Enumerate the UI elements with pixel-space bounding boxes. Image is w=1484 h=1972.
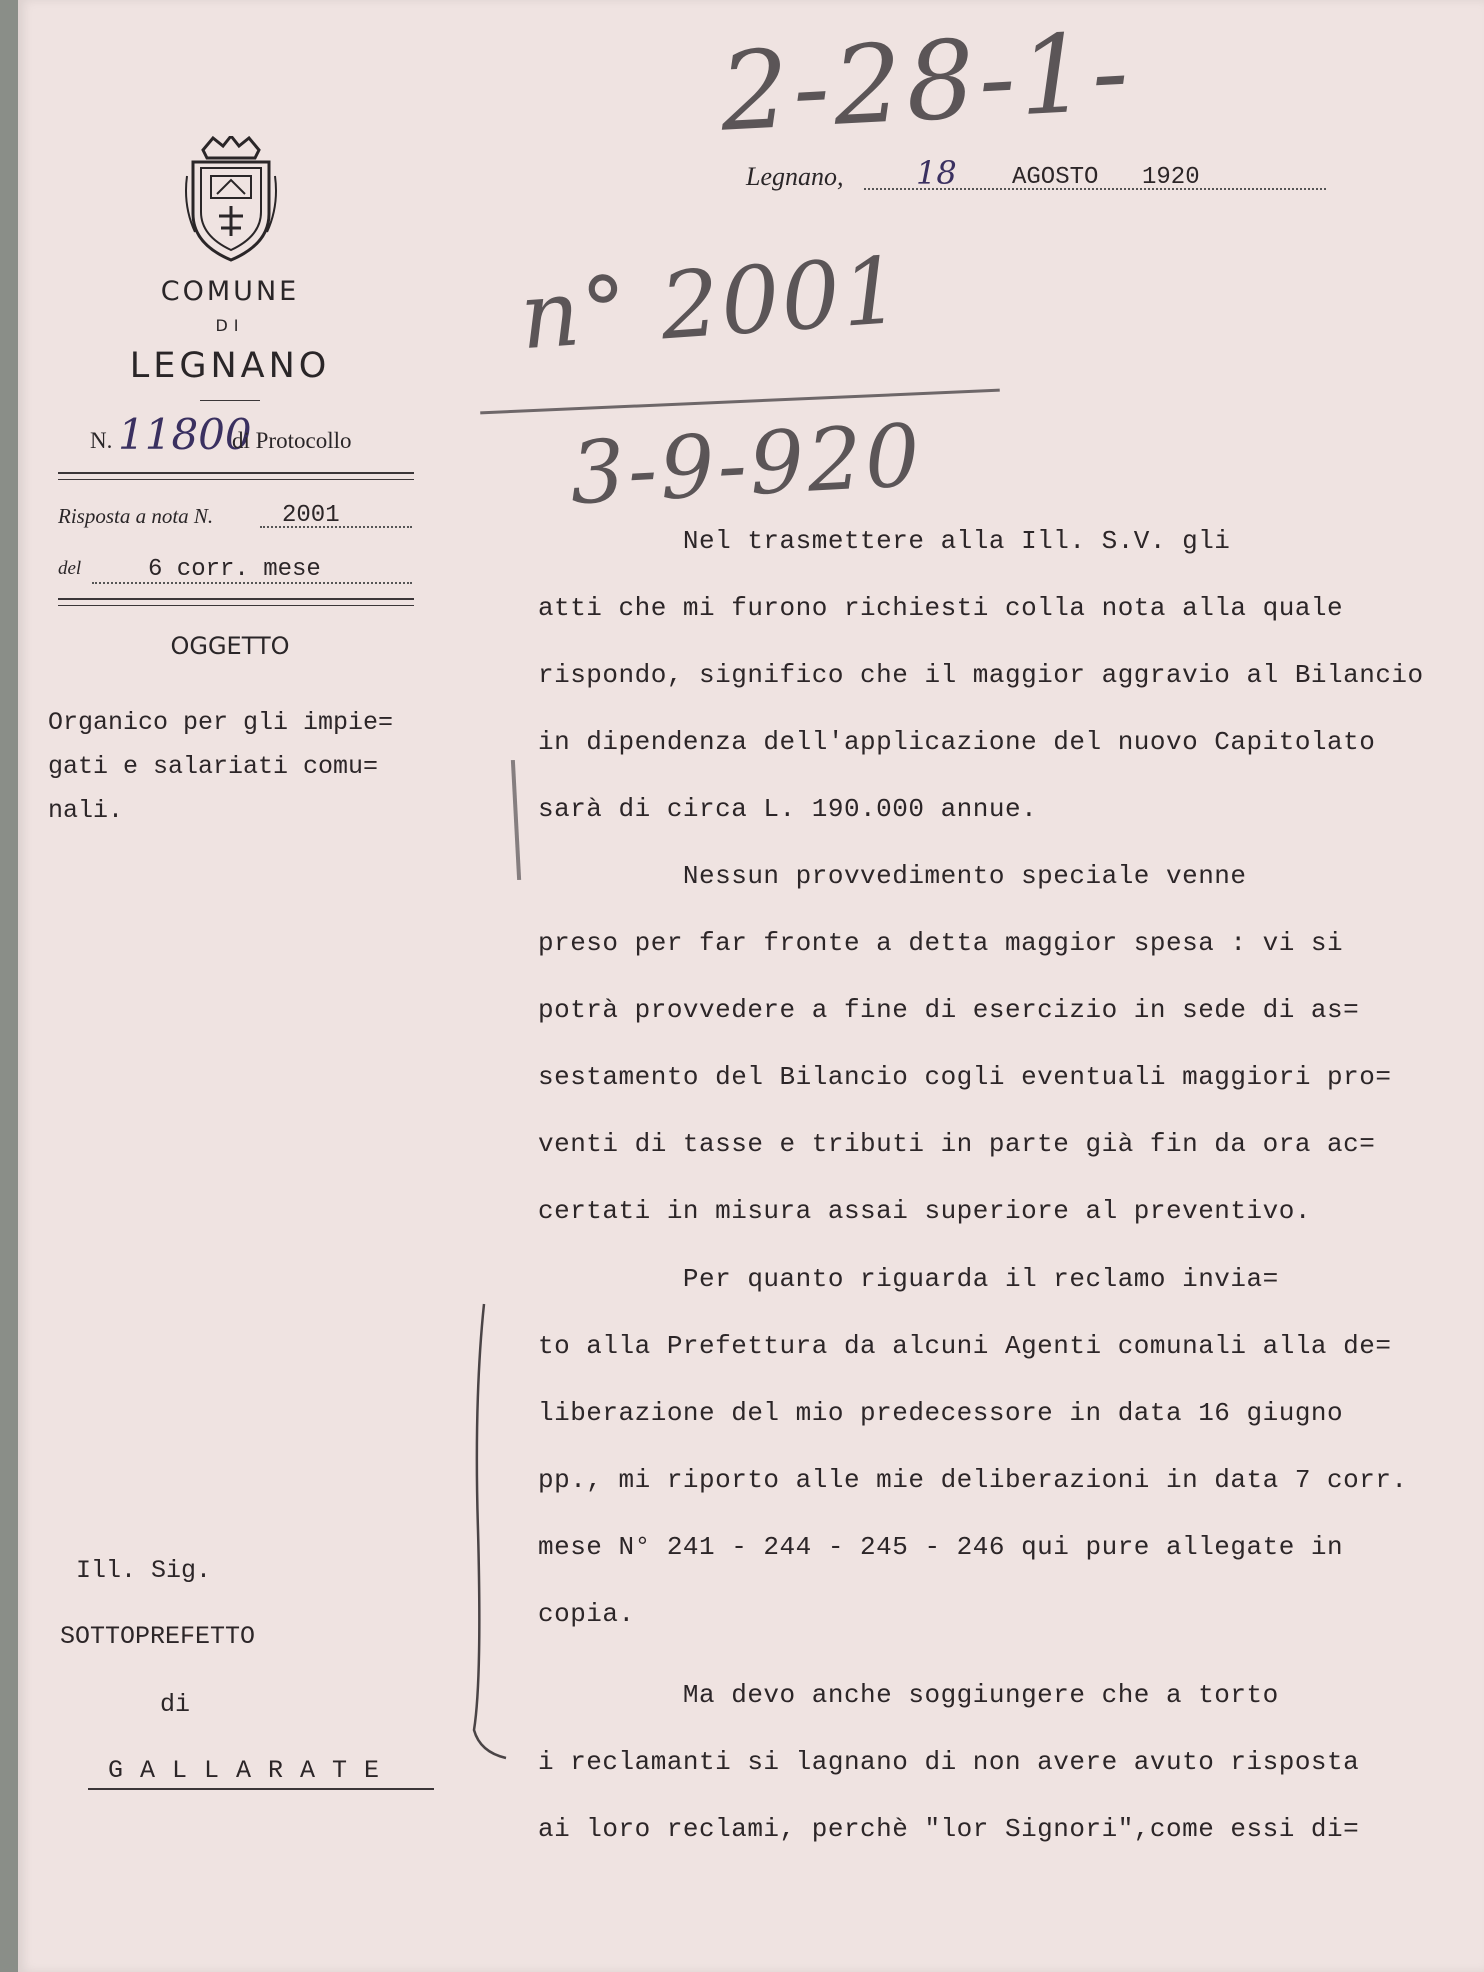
rule-4 bbox=[58, 605, 414, 606]
protocol-prefix: N. bbox=[90, 428, 113, 453]
letterhead-legnano: LEGNANO bbox=[129, 346, 331, 386]
body-line-8: potrà provvedere a fine di esercizio in sede di as= bbox=[538, 995, 1360, 1025]
rule-1 bbox=[58, 472, 414, 474]
del-line bbox=[58, 554, 418, 588]
dateline-place: Legnano, bbox=[746, 162, 844, 191]
dateline bbox=[746, 154, 1326, 198]
protocol-line bbox=[90, 410, 420, 459]
body-line-19: i reclamanti si lagnano di non avere avuto risposta bbox=[538, 1747, 1360, 1777]
del-label: del bbox=[58, 558, 82, 579]
letterhead-di: DI bbox=[215, 316, 245, 335]
letterhead-comune: COMUNE bbox=[160, 276, 300, 307]
letterhead-divider bbox=[200, 400, 260, 401]
body-line-1: Nel trasmettere alla Ill. S.V. gli bbox=[538, 526, 1231, 556]
body-line-11: certati in misura assai superiore al preventivo. bbox=[538, 1196, 1311, 1226]
body-line-12: Per quanto riguarda il reclamo invia= bbox=[538, 1264, 1279, 1294]
addressee-line-2: SOTTOPREFETTO bbox=[60, 1622, 256, 1651]
body-line-9: sestamento del Bilancio cogli eventuali maggiori pro= bbox=[538, 1062, 1392, 1092]
dateline-year: 1920 bbox=[1142, 164, 1200, 191]
oggetto-line-2: gati e salariati comu= bbox=[48, 752, 379, 781]
body-line-13: to alla Prefettura da alcuni Agenti comunali alla de= bbox=[538, 1331, 1392, 1361]
body-line-4: in dipendenza dell'applicazione del nuovo Capitolato bbox=[538, 727, 1376, 757]
reply-label: Risposta a nota N. bbox=[58, 504, 214, 528]
addressee-line-3: di bbox=[160, 1690, 191, 1719]
rule-3 bbox=[58, 598, 414, 600]
body-line-10: venti di tasse e tributi in parte già fin da ora ac= bbox=[538, 1129, 1376, 1159]
body-line-15: pp., mi riporto alle mie deliberazioni in data 7 corr. bbox=[538, 1465, 1408, 1495]
body-line-7: preso per far fronte a detta maggior spesa : vi si bbox=[538, 928, 1344, 958]
body-line-20: ai loro reclami, perchè "lor Signori",come essi di= bbox=[538, 1814, 1360, 1844]
dateline-day: 18 bbox=[916, 154, 957, 192]
dateline-month: AGOSTO bbox=[1012, 164, 1099, 191]
oggetto-line-1: Organico per gli impie= bbox=[48, 708, 394, 737]
body-line-5: sarà di circa L. 190.000 annue. bbox=[538, 794, 1038, 824]
body-line-6: Nessun provvedimento speciale venne bbox=[538, 861, 1247, 891]
reply-number: 2001 bbox=[282, 502, 340, 529]
addressee-underline bbox=[88, 1788, 434, 1790]
protocol-suffix: di Protocollo bbox=[232, 428, 352, 453]
addressee-line-4: G A L L A R A T E bbox=[108, 1756, 381, 1785]
addressee-line-1: Ill. Sig. bbox=[76, 1556, 212, 1585]
oggetto-line-3: nali. bbox=[48, 796, 124, 825]
reply-line bbox=[58, 500, 418, 534]
handwritten-middle-number: n° 2001 bbox=[516, 236, 906, 371]
coat-of-arms-icon bbox=[183, 136, 279, 264]
body-line-16: mese N° 241 - 244 - 245 - 246 qui pure allegate in bbox=[538, 1532, 1344, 1562]
rule-2 bbox=[58, 479, 414, 480]
del-value: 6 corr. mese bbox=[148, 556, 321, 583]
body-line-18: Ma devo anche soggiungere che a torto bbox=[538, 1680, 1279, 1710]
body-line-17: copia. bbox=[538, 1599, 635, 1629]
handwritten-date-below: 3-9-920 bbox=[567, 405, 926, 525]
handwritten-top-number: 2-28-1- bbox=[717, 9, 1136, 156]
body-line-14: liberazione del mio predecessore in data 16 giugno bbox=[538, 1398, 1344, 1428]
pencil-margin-bracket bbox=[470, 1300, 510, 1760]
oggetto-label: OGGETTO bbox=[170, 632, 290, 660]
body-line-2: atti che mi furono richiesti colla nota alla quale bbox=[538, 593, 1344, 623]
body-line-3: rispondo, significo che il maggior aggravio al Bilancio bbox=[538, 660, 1424, 690]
protocol-number: 11800 bbox=[118, 410, 252, 459]
